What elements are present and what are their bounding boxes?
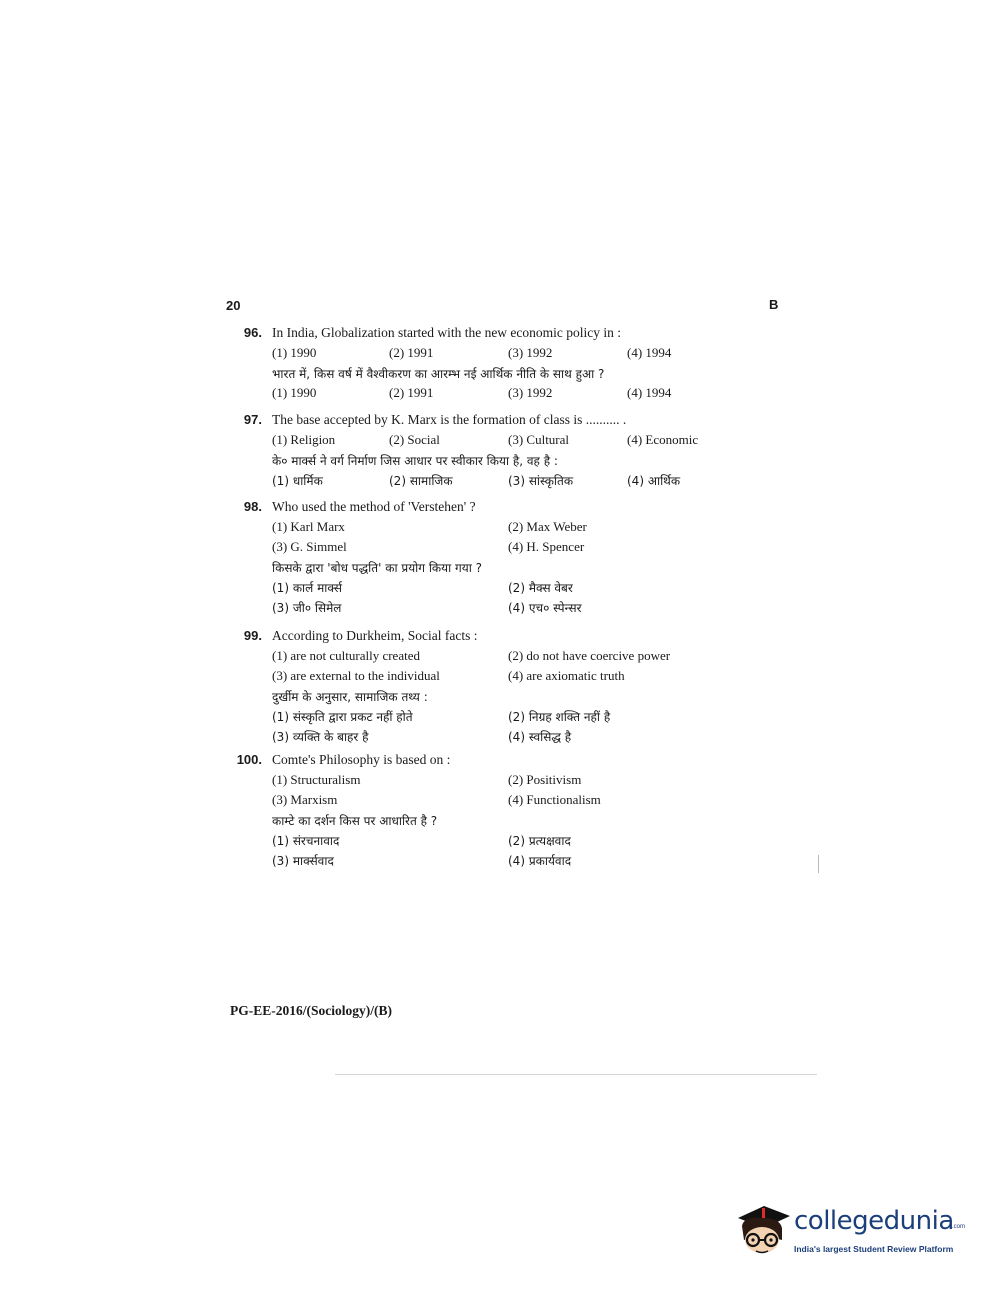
option-hindi-1: (1) संरचनावाद: [272, 834, 340, 848]
option-1: (1) 1990: [272, 345, 317, 360]
option-hindi-4: (4) स्वसिद्ध है: [508, 730, 572, 744]
option-hindi-4: (4) एच० स्पेन्सर: [508, 601, 582, 615]
logo-wordmark: collegedunia: [794, 1206, 954, 1236]
paper-code-footer: PG-EE-2016/(Sociology)/(B): [230, 1003, 392, 1018]
option-4: (4) 1994: [627, 345, 672, 360]
option-hindi-2: (2) निग्रह शक्ति नहीं है: [508, 710, 611, 724]
question-text-english: Comte's Philosophy is based on :: [272, 752, 451, 767]
option-hindi-1: (1) कार्ल मार्क्स: [272, 581, 342, 595]
logo-domain-suffix: .com: [952, 1224, 966, 1230]
option-hindi-3: (3) व्यक्ति के बाहर है: [272, 730, 369, 744]
question-97: [226, 412, 746, 492]
option-hindi-4: (4) प्रकार्यवाद: [508, 854, 572, 868]
question-text-hindi: किसके द्वारा 'बोध पद्धति' का प्रयोग किया गया ?: [272, 561, 483, 575]
option-1: (1) Karl Marx: [272, 519, 345, 534]
option-3: (3) G. Simmel: [272, 539, 347, 554]
option-hindi-1: (1) 1990: [272, 385, 317, 400]
collegedunia-logo: [732, 1196, 966, 1266]
question-text-hindi: दुर्खीम के अनुसार, सामाजिक तथ्य :: [272, 690, 428, 704]
option-hindi-2: (2) 1991: [389, 385, 434, 400]
student-mascot-icon: [732, 1196, 792, 1260]
question-number: 96.: [243, 325, 262, 340]
option-3: (3) Marxism: [272, 792, 338, 807]
option-hindi-3: (3) 1992: [508, 385, 553, 400]
option-2: (2) Max Weber: [508, 519, 587, 534]
option-hindi-1: (1) धार्मिक: [272, 474, 323, 488]
question-98: [226, 499, 746, 619]
page-number: 20: [226, 298, 241, 313]
option-1: (1) Structuralism: [272, 772, 361, 787]
option-4: (4) H. Spencer: [508, 539, 585, 554]
question-100: [226, 752, 746, 872]
option-3: (3) Cultural: [508, 432, 570, 447]
question-text-english: The base accepted by K. Marx is the formation of class is .......... .: [272, 412, 627, 427]
option-hindi-2: (2) मैक्स वेबर: [508, 581, 573, 595]
logo-tagline: India's largest Student Review Platform: [794, 1244, 954, 1254]
question-text-english: Who used the method of 'Verstehen' ?: [272, 499, 476, 514]
scan-mark: [818, 855, 819, 873]
option-hindi-3: (3) सांस्कृतिक: [508, 474, 574, 488]
option-2: (2) do not have coercive power: [508, 648, 671, 663]
option-2: (2) Positivism: [508, 772, 582, 787]
question-text-hindi: काम्टे का दर्शन किस पर आधारित है ?: [272, 814, 438, 828]
option-hindi-1: (1) संस्कृति द्वारा प्रकट नहीं होते: [272, 710, 413, 724]
option-2: (2) Social: [389, 432, 440, 447]
question-number: 100.: [236, 752, 262, 767]
option-hindi-3: (3) जी० सिमेल: [272, 601, 342, 615]
question-99: [226, 628, 746, 748]
option-hindi-2: (2) प्रत्यक्षवाद: [508, 834, 571, 848]
question-number: 98.: [243, 499, 262, 514]
question-text-english: According to Durkheim, Social facts :: [272, 628, 478, 643]
option-3: (3) are external to the individual: [272, 668, 440, 683]
question-text-hindi: के० मार्क्स ने वर्ग निर्माण जिस आधार पर स्वीकार किया है, वह है :: [272, 454, 558, 468]
question-number: 97.: [243, 412, 262, 427]
option-hindi-3: (3) मार्क्सवाद: [272, 854, 334, 868]
question-text-hindi: भारत में, किस वर्ष में वैश्वीकरण का आरम्भ नई आर्थिक नीति के साथ हुआ ?: [272, 367, 605, 381]
page-divider: [335, 1074, 817, 1075]
question-text-english: In India, Globalization started with the new economic policy in :: [272, 325, 622, 340]
option-1: (1) are not culturally created: [272, 648, 420, 663]
option-1: (1) Religion: [272, 432, 336, 447]
option-4: (4) Economic: [627, 432, 699, 447]
option-hindi-4: (4) आर्थिक: [627, 474, 681, 488]
option-3: (3) 1992: [508, 345, 553, 360]
option-hindi-4: (4) 1994: [627, 385, 672, 400]
question-96: [226, 325, 746, 405]
question-number: 99.: [243, 628, 262, 643]
booklet-set-code: B: [769, 297, 779, 312]
option-4: (4) Functionalism: [508, 792, 601, 807]
option-hindi-2: (2) सामाजिक: [389, 474, 453, 488]
option-2: (2) 1991: [389, 345, 434, 360]
option-4: (4) are axiomatic truth: [508, 668, 625, 683]
